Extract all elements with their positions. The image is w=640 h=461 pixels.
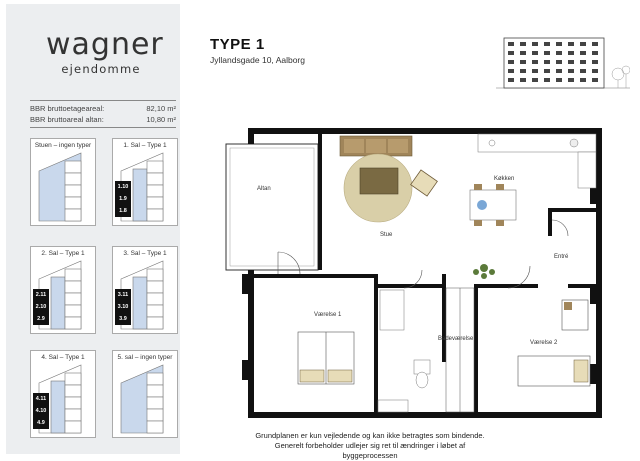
unit-tags xyxy=(33,289,49,325)
unit-tags xyxy=(115,181,131,217)
floor-label: 2. Sal – Type 1 xyxy=(41,250,85,257)
unit-tags xyxy=(115,289,131,325)
floor-tile-1 xyxy=(112,138,178,226)
bbr-row xyxy=(30,114,176,125)
bbr-label: BBR bruttoareal altan: xyxy=(30,115,104,124)
apartment-type-title: TYPE 1 xyxy=(210,36,265,53)
logo-sub: ejendomme xyxy=(61,62,141,76)
room-label-vaerelse2: Værelse 2 xyxy=(530,340,558,346)
balcony-area xyxy=(226,144,318,270)
bathroom-fixtures xyxy=(378,290,430,412)
logo-word: wagner xyxy=(46,27,164,62)
floor-tile-5 xyxy=(112,350,178,438)
unit-tags xyxy=(33,393,49,429)
floor-label: 4. Sal – Type 1 xyxy=(41,354,85,361)
sofa xyxy=(340,136,412,156)
brand-logo xyxy=(46,27,164,76)
desk xyxy=(562,300,588,330)
floor-keyplan xyxy=(113,363,177,435)
armchair xyxy=(411,170,438,196)
floor-tile-4 xyxy=(30,350,96,438)
bbr-area-table xyxy=(30,100,176,128)
floor-tile-2 xyxy=(30,246,96,334)
disclaimer-line: Grundplanen er kun vejledende og kan ikke betragtes som bindende. xyxy=(255,431,485,440)
unit-number: 1.10 xyxy=(117,184,129,190)
dining-table xyxy=(470,184,516,226)
info-sidebar xyxy=(6,4,180,454)
unit-number: 4.9 xyxy=(37,420,45,426)
unit-number: 2.9 xyxy=(37,316,45,322)
plant-icon xyxy=(473,264,495,279)
floor-label: 3. Sal – Type 1 xyxy=(123,250,167,257)
disclaimer xyxy=(250,431,490,461)
room-label-entre: Entré xyxy=(554,254,569,260)
room-label-stue: Stue xyxy=(380,232,393,238)
bed-double xyxy=(298,332,354,384)
floor-label: 1. Sal – Type 1 xyxy=(123,142,167,149)
room-label-vaerelse1: Værelse 1 xyxy=(314,312,342,318)
bbr-value: 82,10 m² xyxy=(146,104,176,113)
unit-number: 1.8 xyxy=(119,208,127,214)
unit-number: 4.11 xyxy=(35,396,47,402)
unit-number: 3.10 xyxy=(117,304,129,310)
floor-tile-3 xyxy=(112,246,178,334)
unit-number: 3.9 xyxy=(119,316,127,322)
address: Jyllandsgade 10, Aalborg xyxy=(210,55,305,65)
floor-plan xyxy=(218,124,610,424)
bed-pillow xyxy=(574,360,588,382)
floor-label: Stuen – ingen typer xyxy=(34,142,92,149)
unit-number: 2.11 xyxy=(35,292,47,298)
unit-number: 4.10 xyxy=(35,408,47,414)
unit-number: 3.11 xyxy=(117,292,129,298)
bbr-value: 10,80 m² xyxy=(146,115,176,124)
room-label-koekken: Køkken xyxy=(494,176,515,182)
bbr-row xyxy=(30,103,176,114)
room-label-altan: Altan xyxy=(257,186,271,192)
disclaimer-line: Generelt forbeholder udlejer sig ret til ændringer i løbet af byggeprocessen xyxy=(274,441,466,460)
coffee-table xyxy=(360,168,398,194)
unit-number: 1.9 xyxy=(119,196,127,202)
building-elevation-illustration xyxy=(496,34,630,94)
unit-number: 2.10 xyxy=(35,304,47,310)
floor-keyplan xyxy=(31,151,95,223)
room-label-badevaerelse: Badeværelse xyxy=(438,336,474,342)
bbr-label: BBR bruttoetageareal: xyxy=(30,104,105,113)
floor-tile-stuen xyxy=(30,138,96,226)
wardrobe xyxy=(446,288,474,412)
floor-label: 5. sal – ingen typer xyxy=(117,354,173,361)
